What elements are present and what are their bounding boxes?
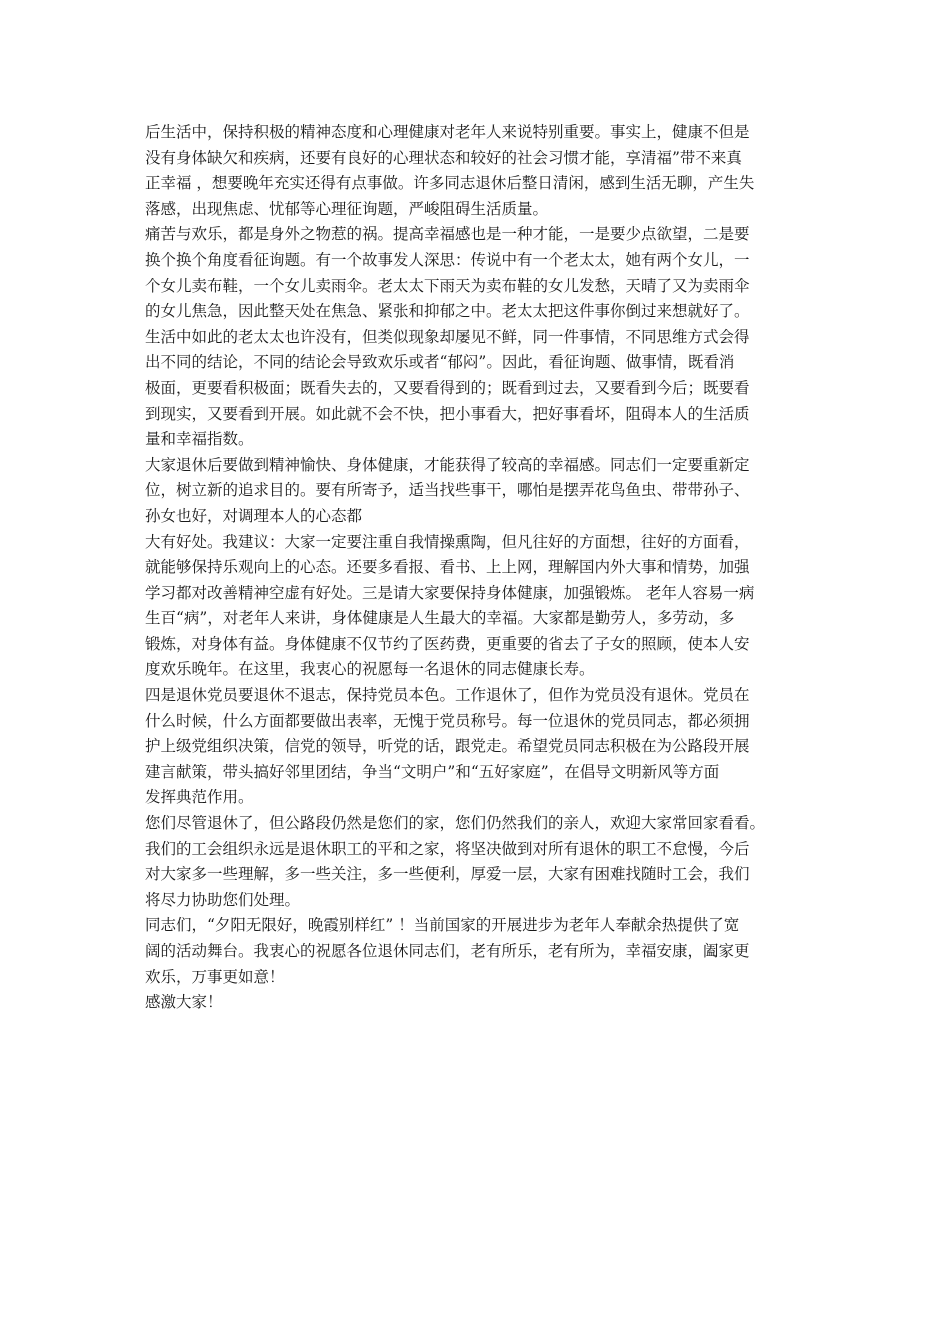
text-line: 建言献策，带头搞好邻里团结，争当“文明户”和“五好家庭”，在倡导文明新风等方面 — [145, 762, 720, 781]
text-line: 大家退休后要做到精神愉快、身体健康，才能获得了较高的幸福感。同志们一定要重新定 — [145, 455, 750, 474]
text-line: 孙女也好，对调理本人的心态都 — [145, 506, 363, 525]
text-line: 极面，更要看积极面；既看失去的，又要看得到的；既看到过去，又要看到今后；既要看 — [145, 378, 750, 397]
text-line: 四是退休党员要退休不退志，保持党员本色。工作退休了，但作为党员没有退休。党员在 — [145, 686, 750, 705]
text-line: 量和幸福指数。 — [145, 430, 254, 449]
text-line: 到现实，又要看到开展。如此就不会不快，把小事看大，把好事看坏，阻碍本人的生活质 — [145, 404, 750, 423]
text-line: 护上级党组织决策，信党的领导，听党的话，跟党走。希望党员同志积极在为公路段开展 — [145, 737, 750, 756]
text-line: 发挥典范作用。 — [145, 788, 254, 807]
text-line: 大有好处。我建议：大家一定要注重自我情操熏陶，但凡往好的方面想，往好的方面看， — [145, 532, 750, 551]
text-line: 生活中如此的老太太也许没有，但类似现象却屡见不鲜，同一件事情，不同思维方式会得 — [145, 327, 750, 346]
text-line: 阔的活动舞台。我衷心的祝愿各位退休同志们，老有所乐，老有所为，幸福安康，阖家更 — [145, 942, 750, 960]
text-line: 就能够保持乐观向上的心态。还要多看报、看书、上上网，理解国内外大事和情势，加强 — [145, 558, 750, 577]
text-line: 出不同的结论，不同的结论会导致欢乐或者“郁闷”。因此，看征询题、做事情，既看消 — [145, 353, 735, 372]
text-line: 个女儿卖布鞋，一个女儿卖雨伞。老太太下雨天为卖布鞋的女儿发愁，天晴了又为卖雨伞 — [145, 276, 750, 295]
text-line: 您们尽管退休了，但公路段仍然是您们的家，您们仍然我们的亲人，欢迎大家常回家看看。 — [145, 814, 766, 833]
text-line: 没有身体缺欠和疾病，还要有良好的心理状态和较好的社会习惯才能，享清福”带不来真 — [145, 148, 742, 167]
text-line: 欢乐，万事更如意！ — [145, 967, 285, 986]
text-line: 正幸福 ，想要晚年充实还得有点事做。许多同志退休后整日清闲，感到生活无聊，产生失 — [145, 174, 755, 193]
text-line: 感激大家！ — [145, 993, 223, 1012]
text-line: 我们的工会组织永远是退休职工的平和之家，将坚决做到对所有退休的职工不怠慢，今后 — [145, 839, 750, 858]
text-line: 位，树立新的追求目的。要有所寄予，适当找些事干，哪怕是摆弄花鸟鱼虫、带带孙子、 — [145, 481, 750, 500]
text-line: 锻炼，对身体有益。身体健康不仅节约了医药费，更重要的省去了子女的照顾，使本人安 — [145, 634, 750, 653]
text-line: 什么时候，什么方面都要做出表率，无愧于党员称号。每一位退休的党员同志，都必须拥 — [145, 711, 750, 730]
text-line: 痛苦与欢乐，都是身外之物惹的祸。提高幸福感也是一种才能，一是要少点欲望，二是要 — [145, 225, 750, 244]
text-line: 的女儿焦急，因此整天处在焦急、紧张和抑郁之中。老太太把这件事你倒过来想就好了。 — [145, 302, 750, 321]
text-line: 生百“病”，对老年人来讲，身体健康是人生最大的幸福。大家都是勤劳人，多劳动，多 — [145, 609, 735, 628]
text-line: 后生活中，保持积极的精神态度和心理健康对老年人来说特别重要。事实上，健康不但是 — [145, 123, 750, 141]
text-line: 换个换个角度看征询题。有一个故事发人深思：传说中有一个老太太，她有两个女儿，一 — [145, 250, 750, 269]
text-line: 学习都对改善精神空虚有好处。三是请大家要保持身体健康，加强锻炼。 老年人容易一病 — [145, 583, 755, 602]
body-text — [145, 120, 815, 1016]
text-line: 对大家多一些理解，多一些关注，多一些便利，厚爱一层，大家有困难找随时工会，我们 — [145, 865, 750, 884]
text-line: 同志们，“夕阳无限好，晚霞别样红” ！当前国家的开展进步为老年人奉献余热提供了宽 — [145, 916, 740, 935]
text-line: 落感，出现焦虑、忧郁等心理征询题，严峻阻碍生活质量。 — [145, 199, 549, 218]
text-line: 度欢乐晚年。在这里，我衷心的祝愿每一名退休的同志健康长寿。 — [145, 660, 595, 679]
text-line: 将尽力协助您们处理。 — [145, 890, 301, 909]
